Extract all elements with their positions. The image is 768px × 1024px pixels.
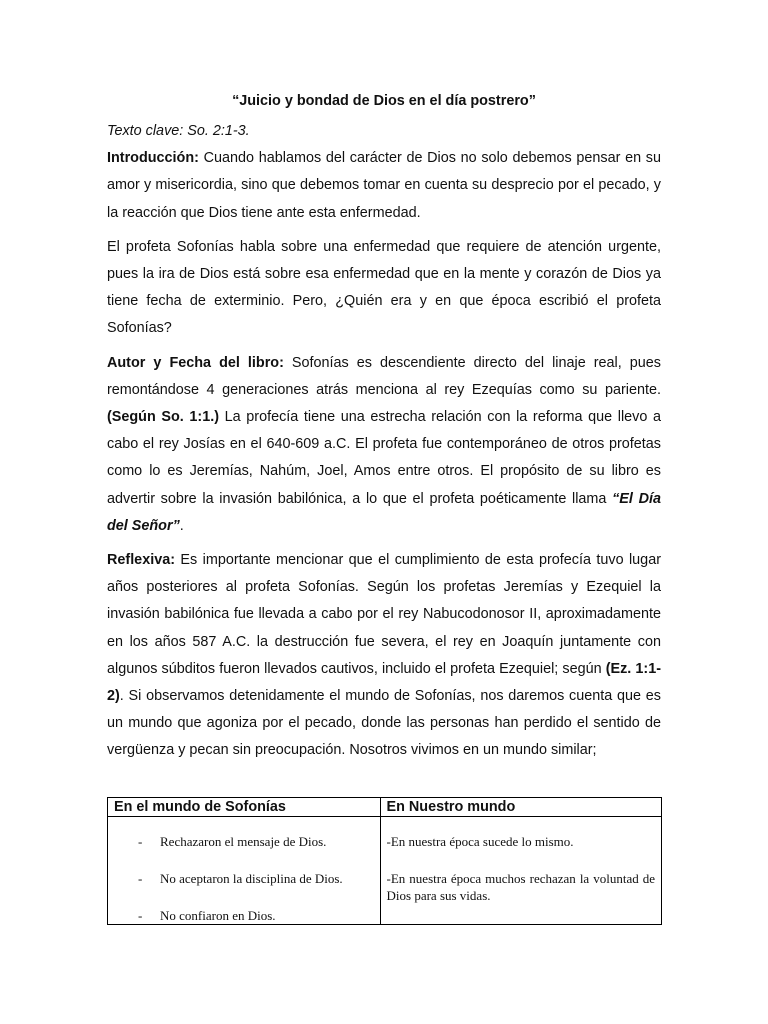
author-text-3: . bbox=[179, 517, 184, 534]
table-header-nuestro-mundo: En Nuestro mundo bbox=[380, 798, 661, 817]
table-header-row bbox=[108, 798, 662, 817]
list-item bbox=[108, 833, 380, 850]
list-item-text: No aceptaron la disciplina de Dios. bbox=[160, 871, 343, 886]
reflexive-label: Reflexiva: bbox=[107, 552, 175, 569]
table-header-sofonias: En el mundo de Sofonías bbox=[108, 798, 381, 817]
author-text-1: Sofonías es descendiente directo del linaje real, pues remontándose 4 generaciones atrás menciona al rey Ezequías como su pariente. bbox=[107, 354, 661, 398]
right-item: -En nuestra época muchos rechazan la voluntad de Dios para sus vidas. bbox=[386, 871, 655, 903]
sofonias-list bbox=[108, 817, 380, 924]
document-page bbox=[107, 88, 661, 772]
document-title: “Juicio y bondad de Dios en el día postrero” bbox=[232, 93, 536, 109]
key-text: Texto clave: So. 2:1-3. bbox=[107, 123, 250, 139]
list-item bbox=[108, 870, 380, 887]
reflexive-text-1: Es importante mencionar que el cumplimiento de esta profecía tuvo lugar años posteriores al profeta Sofonías. Según los profetas Jeremías y Ezequiel la invasión babilónica fue llevada a cabo por el rey Nabucodonosor II, aproximadamente en los años 587 A.C. la destrucción fue severa, el rey en Joaquín juntamente con algunos súbditos fueron llevados cautivos, incluido el profeta Ezequiel; según bbox=[107, 552, 661, 677]
right-cell bbox=[380, 817, 661, 925]
intro-text: Cuando hablamos del carácter de Dios no solo debemos pensar en su amor y misericordia, sino que debemos tomar en cuenta su desprecio por el pecado, y la reacción que Dios tiene ante esta enfermedad. bbox=[107, 150, 661, 221]
reflexive-paragraph bbox=[107, 547, 661, 765]
author-quote: “El Día del Señor” bbox=[107, 490, 661, 534]
reflexive-text-2: . Si observamos detenidamente el mundo de Sofonías, nos daremos cuenta que es un mundo que agoniza por el pecado, donde las personas han perdido el sentido de vergüenza y pecan sin preocupación. Nosotros vivimos en un mundo similar; bbox=[107, 688, 661, 759]
intro-paragraph bbox=[107, 145, 661, 227]
author-text-2: La profecía tiene una estrecha relación con la reforma que llevo a cabo el rey Josías en el 640-609 a.C. El profeta fue contemporáneo de otros profetas como lo es Jeremías, Nahúm, Joel, Amos entre otros. El propósito de su libro es advertir sobre la invasión babilónica, a lo que el profeta poéticamente llama bbox=[107, 409, 661, 507]
list-item-text: Rechazaron el mensaje de Dios. bbox=[160, 834, 327, 849]
dash-marker: - bbox=[138, 871, 143, 886]
sofonias-paragraph: El profeta Sofonías habla sobre una enfermedad que requiere de atención urgente, pues la ira de Dios está sobre esa enfermedad que en la mente y corazón de Dios ya tiene fecha de exterminio. Pero, ¿Quién era y en que época escribió el profeta Sofonías? bbox=[107, 238, 661, 337]
author-paragraph bbox=[107, 350, 661, 540]
list-item bbox=[108, 907, 380, 924]
comparison-table bbox=[107, 797, 662, 925]
dash-marker: - bbox=[138, 908, 143, 923]
author-reference: (Según So. 1:1.) bbox=[107, 409, 220, 426]
table-row bbox=[108, 817, 662, 925]
intro-label: Introducción: bbox=[107, 150, 199, 167]
dash-marker: - bbox=[138, 834, 143, 849]
list-item-text: No confiaron en Dios. bbox=[160, 908, 276, 923]
author-label: Autor y Fecha del libro: bbox=[107, 354, 284, 371]
right-item: -En nuestra época sucede lo mismo. bbox=[386, 834, 574, 849]
left-cell bbox=[108, 817, 381, 925]
reflexive-reference: (Ez. 1:1-2) bbox=[107, 660, 661, 705]
